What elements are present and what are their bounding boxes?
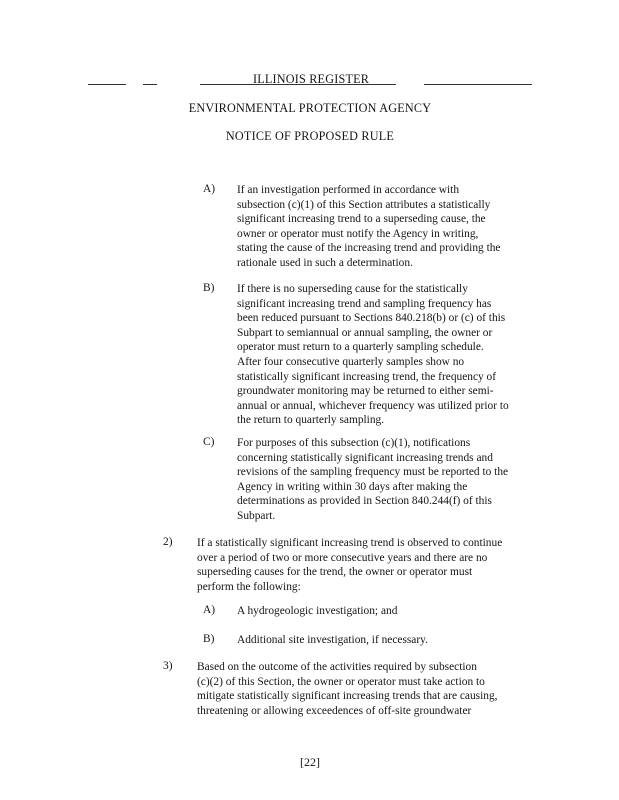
- text-line: rationale used in such a determination.: [237, 256, 413, 269]
- notice-title: NOTICE OF PROPOSED RULE: [225, 129, 395, 143]
- text-line: (c)(2) of this Section, the owner or operator must take action to: [197, 675, 485, 688]
- text-line: annual or annual, whichever frequency was utilized prior to: [237, 399, 509, 412]
- agency-name: ENVIRONMENTAL PROTECTION AGENCY: [188, 101, 432, 115]
- text-line: Subpart to semiannual or annual sampling, the owner or: [237, 326, 493, 339]
- item-label: A): [203, 183, 216, 195]
- item-text: [237, 436, 529, 524]
- text-line: determinations as provided in Section 840.244(f) of this: [237, 495, 492, 508]
- text-line: significant increasing trend to a superseding cause, the: [237, 213, 486, 226]
- text-line: threatening or allowing exceedences of off-site groundwater: [197, 704, 472, 717]
- item-label: B): [203, 633, 215, 645]
- item-text: [237, 282, 529, 428]
- text-line: superseding causes for the trend, the owner or operator must: [197, 566, 473, 579]
- text-line: mitigate statistically significant increasing trends that are causing,: [197, 690, 498, 703]
- text-line: subsection (c)(1) of this Section attributes a statistically: [237, 198, 491, 211]
- text-line: Additional site investigation, if necessary.: [237, 634, 428, 646]
- text-line: Agency in writing within 30 days after making the: [237, 480, 468, 493]
- header-rule-left-1: [88, 84, 126, 85]
- item-text: [237, 604, 529, 619]
- text-line: owner or operator must notify the Agency in writing,: [237, 227, 479, 240]
- item-text: [197, 536, 531, 594]
- register-title: ILLINOIS REGISTER: [252, 72, 370, 86]
- item-label: B): [203, 282, 215, 294]
- text-line: After four consecutive quarterly samples show no: [237, 355, 465, 368]
- item-label: 2): [163, 536, 173, 548]
- text-line: been reduced pursuant to Sections 840.218(b) or (c) of this: [237, 312, 506, 325]
- text-line: Subpart.: [237, 509, 276, 522]
- page-number: [22]: [300, 755, 320, 769]
- text-line: For purposes of this subsection (c)(1), notifications: [237, 437, 471, 449]
- text-line: over a period of two or more consecutive years and there are no: [197, 551, 488, 564]
- text-line: concerning statistically significant increasing trends and: [237, 451, 493, 464]
- item-label: A): [203, 604, 216, 616]
- item-label: C): [203, 436, 215, 448]
- item-text: [197, 660, 531, 718]
- text-line: groundwater monitoring may be returned to either semi-: [237, 385, 494, 398]
- text-line: revisions of the sampling frequency must be reported to the: [237, 466, 509, 479]
- item-label: 3): [163, 660, 173, 672]
- header-rule-left-2: [143, 84, 157, 85]
- text-line: Based on the outcome of the activities required by subsection: [197, 661, 477, 673]
- item-text: [237, 633, 529, 648]
- text-line: If an investigation performed in accordance with: [237, 184, 460, 196]
- text-line: operator must return to a quarterly sampling schedule.: [237, 341, 484, 354]
- text-line: significant increasing trend and sampling frequency has: [237, 297, 492, 310]
- text-line: stating the cause of the increasing trend and providing the: [237, 242, 501, 255]
- text-line: the return to quarterly sampling.: [237, 414, 385, 427]
- item-text: [237, 183, 529, 271]
- text-line: A hydrogeologic investigation; and: [237, 605, 398, 617]
- text-line: If a statistically significant increasing trend is observed to continue: [197, 537, 503, 549]
- text-line: statistically significant increasing trend, the frequency of: [237, 370, 497, 383]
- text-line: If there is no superseding cause for the statistically: [237, 283, 468, 295]
- text-line: perform the following:: [197, 580, 301, 593]
